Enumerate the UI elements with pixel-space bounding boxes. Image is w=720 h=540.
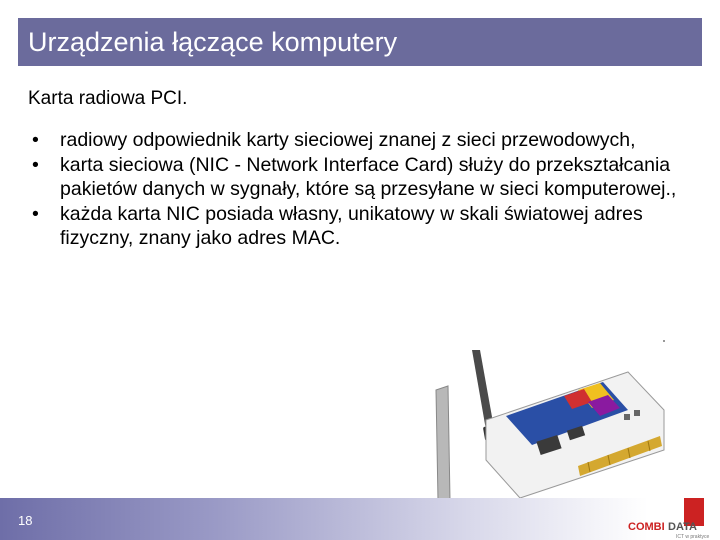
logo-tagline: ICT w praktyce [676,534,710,540]
logo-text-left: COMBI [628,521,665,533]
combidata-logo [628,498,712,540]
bullet-text: każda karta NIC posiada własny, unikatowy w skali światowej adres fizyczny, znany jako adres MAC. [60,202,643,249]
bullet-item [30,202,720,251]
decorative-dot [663,340,665,342]
slide-title: Urządzenia łączące komputery [28,27,398,57]
bullet-text: radiowy odpowiednik karty sieciowej znanej z sieci przewodowych, [60,129,636,151]
pci-wireless-card-image [428,350,668,500]
bullet-marker: • [32,202,39,225]
bullet-marker: • [32,129,39,151]
bullet-item [30,128,720,153]
bullet-item [30,153,720,202]
page-number: 18 [18,513,33,528]
slide-subtitle: Karta radiowa PCI. [28,88,188,109]
bullet-marker: • [32,153,39,176]
footer-bar [0,498,720,540]
bullet-list [30,128,720,251]
bullet-text: karta sieciowa (NIC - Network Interface Card) służy do przekształcania pakietów danych w sygnały, które są przesyłane w sieci komputerowej., [60,153,677,200]
title-bar [18,18,702,66]
logo-text-right: DATA [668,521,697,533]
